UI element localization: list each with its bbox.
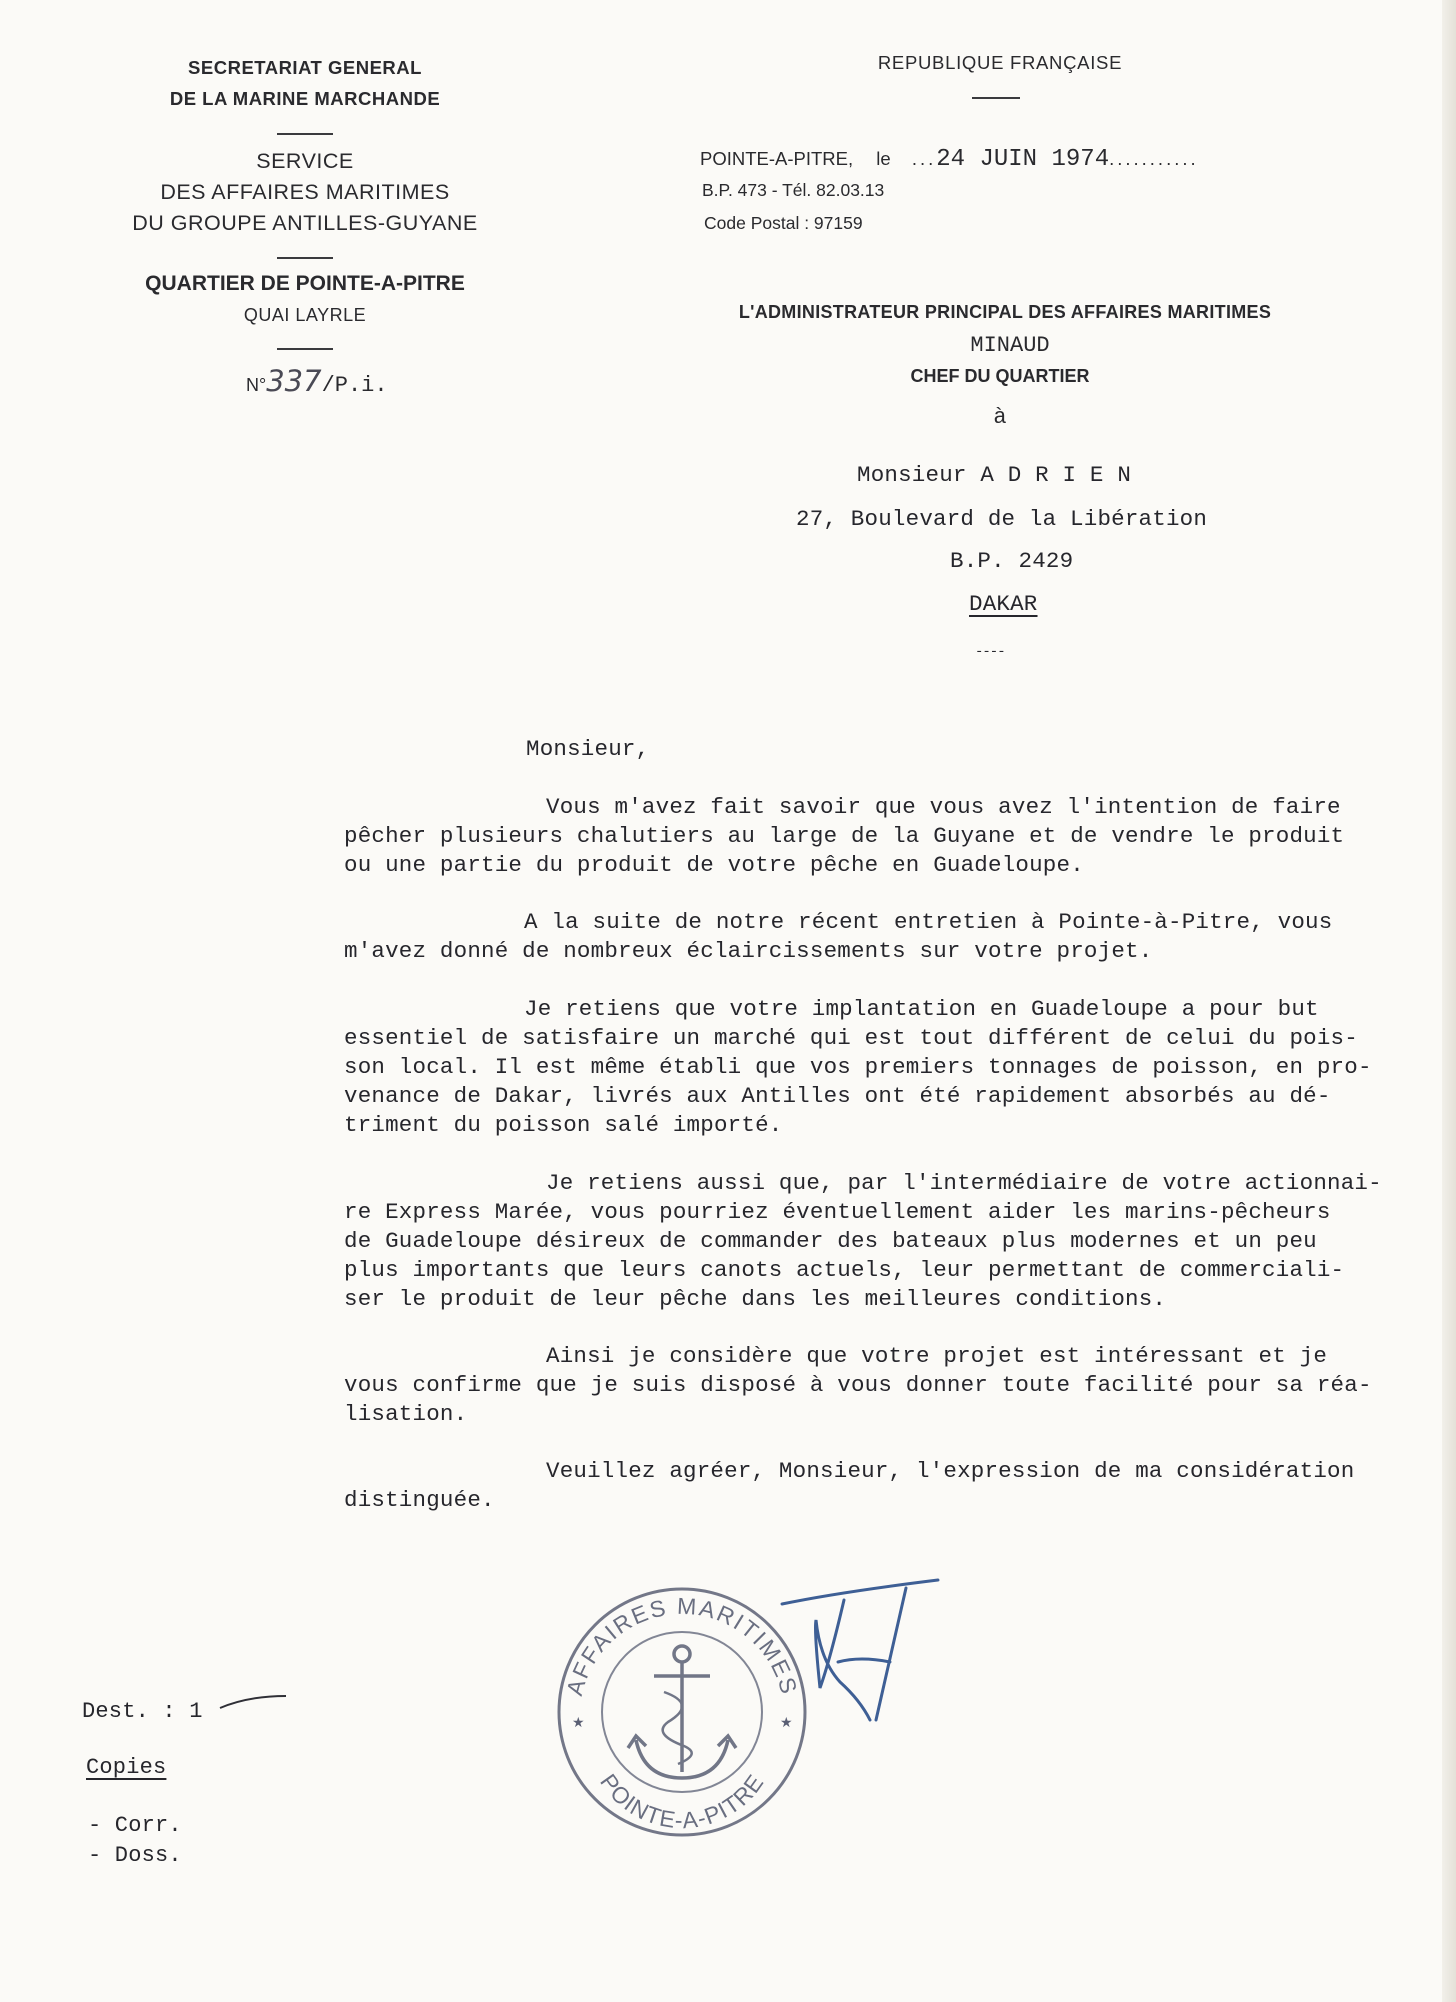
p4-line1: Je retiens aussi que, par l'intermédiaire de votre actionnai- [546,1170,1382,1196]
copies-heading: Copies [86,1755,167,1780]
ref-number-handwritten: 337 [266,364,322,398]
place: POINTE-A-PITRE, [700,148,854,169]
recipient-bp: B.P. 2429 [950,548,1074,574]
p6-line1: Veuillez agréer, Monsieur, l'expression de ma considération [546,1458,1355,1484]
p1-line3: ou une partie du produit de votre pêche en Guadeloupe. [344,852,1084,878]
p4-line3: de Guadeloupe désireux de commander des bateaux plus modernes et un peu [344,1228,1317,1254]
p3-line2: essentiel de satisfaire un marché qui est tout différent de celui du pois- [344,1025,1358,1051]
header-left-line3: SERVICE [256,149,354,173]
header-left-line2: DE LA MARINE MARCHANDE [169,88,441,109]
letter-date: 24 JUIN 1974 [936,146,1110,173]
affaires-maritimes-stamp [552,1582,812,1842]
place-le: le [876,148,891,169]
p3-line3: son local. Il est même établi que vos premiers tonnages de poisson, en pro- [344,1054,1372,1080]
p4-line2: re Express Marée, vous pourriez éventuellement aider les marins-pêcheurs [344,1199,1331,1225]
svg-text:★: ★ [780,1714,793,1730]
signature [780,1570,940,1740]
chef-du-quartier: CHEF DU QUARTIER [910,366,1090,386]
header-left-line6: QUARTIER DE POINTE-A-PITRE [145,272,465,295]
p6-line2: distinguée. [344,1487,495,1513]
administrator-title: L'ADMINISTRATEUR PRINCIPAL DES AFFAIRES MARITIMES [738,302,1272,322]
reference-number [246,364,388,398]
p5-line2: vous confirme que je suis disposé à vous donner toute facilité pour sa réa- [344,1372,1372,1398]
stamp-bottom-text: POINTE-A-PITRE [595,1769,769,1834]
ref-suffix: /P.i. [321,373,388,398]
header-left-line1: SECRETARIAT GENERAL [188,57,422,78]
dest-count: Dest. : 1 [82,1699,203,1724]
p5-line1: Ainsi je considère que votre projet est intéressant et je [546,1343,1328,1369]
header-left-rule2 [277,257,333,259]
date-trail-dots: ........... [1109,148,1199,169]
date-lead-dots: ... [911,148,937,169]
place-date-line [700,146,1199,173]
recipient-dashes: ---- [975,644,1005,660]
p1-line1: Vous m'avez fait savoir que vous avez l'intention de faire [546,794,1341,820]
recipient-name: Monsieur A D R I E N [857,462,1132,488]
paper-edge [1442,0,1456,2002]
dest-handwritten-stroke [218,1692,288,1712]
p4-line5: ser le produit de leur pêche dans les meilleures conditions. [344,1286,1167,1312]
p5-line3: lisation. [344,1401,468,1427]
administrator-name: MINAUD [970,333,1050,358]
header-left-rule1 [277,133,333,135]
p3-line1: Je retiens que votre implantation en Guadeloupe a pour but [524,996,1319,1022]
recipient-street: 27, Boulevard de la Libération [796,506,1208,532]
p2-line2: m'avez donné de nombreux éclaircissements sur votre projet. [344,938,1153,964]
p1-line2: pêcher plusieurs chalutiers au large de la Guyane et de vendre le produit [344,823,1345,849]
p4-line4: plus importants que leurs canots actuels, leur permettant de commerciali- [344,1257,1345,1283]
addressed-to: à [993,405,1007,430]
bp-phone: B.P. 473 - Tél. 82.03.13 [702,180,885,200]
recipient-city: DAKAR [969,591,1038,617]
anchor-icon [628,1646,736,1778]
header-left-rule3 [277,348,333,350]
salutation: Monsieur, [526,736,650,762]
header-left-line7: QUAI LAYRLE [243,305,367,325]
p3-line5: triment du poisson salé importé. [344,1112,783,1138]
stamp-star-left [572,1714,585,1730]
svg-text:★: ★ [572,1714,585,1730]
p3-line4: venance de Dakar, livrés aux Antilles ont été rapidement absorbés au dé- [344,1083,1331,1109]
header-left-line5: DU GROUPE ANTILLES-GUYANE [132,211,478,235]
republic-title: REPUBLIQUE FRANÇAISE [877,52,1123,73]
code-postal: Code Postal : 97159 [704,213,863,233]
ref-prefix: N° [246,375,267,395]
header-left-line4: DES AFFAIRES MARITIMES [160,180,450,204]
republic-rule [972,97,1020,99]
p2-line1: A la suite de notre récent entretien à Pointe-à-Pitre, vous [524,909,1333,935]
copy-corr: - Corr. [88,1813,182,1838]
copy-doss: - Doss. [88,1843,182,1868]
stamp-top-text: AFFAIRES MARITIMES [561,1592,803,1699]
